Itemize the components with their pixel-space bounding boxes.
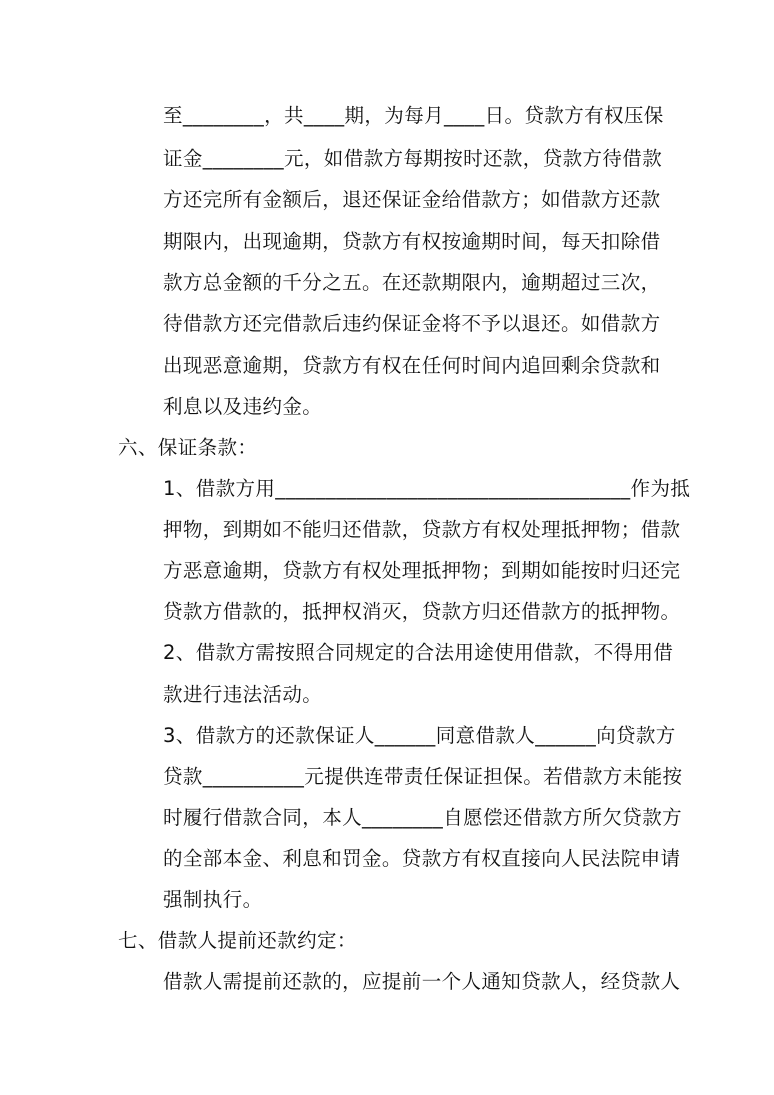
text-line: 的全部本金、利息和罚金。贷款方有权直接向人民法院申请 [163,847,681,870]
text-line: 出现恶意逾期，贷款方有权在任何时间内追回剩余贷款和 [163,354,661,377]
text-line: 方恶意逾期，贷款方有权处理抵押物；到期如能按时归还完 [163,559,681,582]
text-line: 利息以及违约金。 [163,395,323,418]
text-line: 款方总金额的千分之五。在还款期限内，逾期超过三次， [163,271,661,294]
text-line: 贷款方借款的，抵押权消灭，贷款方归还借款方的抵押物。 [163,600,681,623]
text-line: 方还完所有金额后，退还保证金给借款方；如借款方还款 [163,188,661,211]
section-heading-7: 七、借款人提前还款约定： [118,929,357,952]
text-line: 证金________元，如借款方每期按时还款，贷款方待借款 [163,147,663,170]
text-line: 时履行借款合同，本人________自愿偿还借款方所欠贷款方 [163,806,683,829]
text-line: 待借款方还完借款后违约保证金将不予以退还。如借款方 [163,312,661,335]
text-line: 3、借款方的还款保证人______同意借款人______向贷款方 [163,724,676,747]
text-line: 款进行违法活动。 [163,683,323,706]
text-line: 借款人需提前还款的，应提前一个人通知贷款人，经贷款人 [163,970,681,993]
text-line: 1、借款方用___________________________________作为抵 [163,477,691,500]
text-line: 押物，到期如不能归还借款，贷款方有权处理抵押物；借款 [163,518,681,541]
text-line: 至________，共____期，为每月____日。贷款方有权压保 [163,104,664,127]
section-heading-6: 六、保证条款： [118,436,258,459]
text-line: 贷款__________元提供连带责任保证担保。若借款方未能按 [163,765,683,788]
text-line: 强制执行。 [163,888,263,911]
text-line: 2、借款方需按照合同规定的合法用途使用借款，不得用借 [163,641,674,664]
text-line: 期限内，出现逾期，贷款方有权按逾期时间，每天扣除借 [163,230,661,253]
